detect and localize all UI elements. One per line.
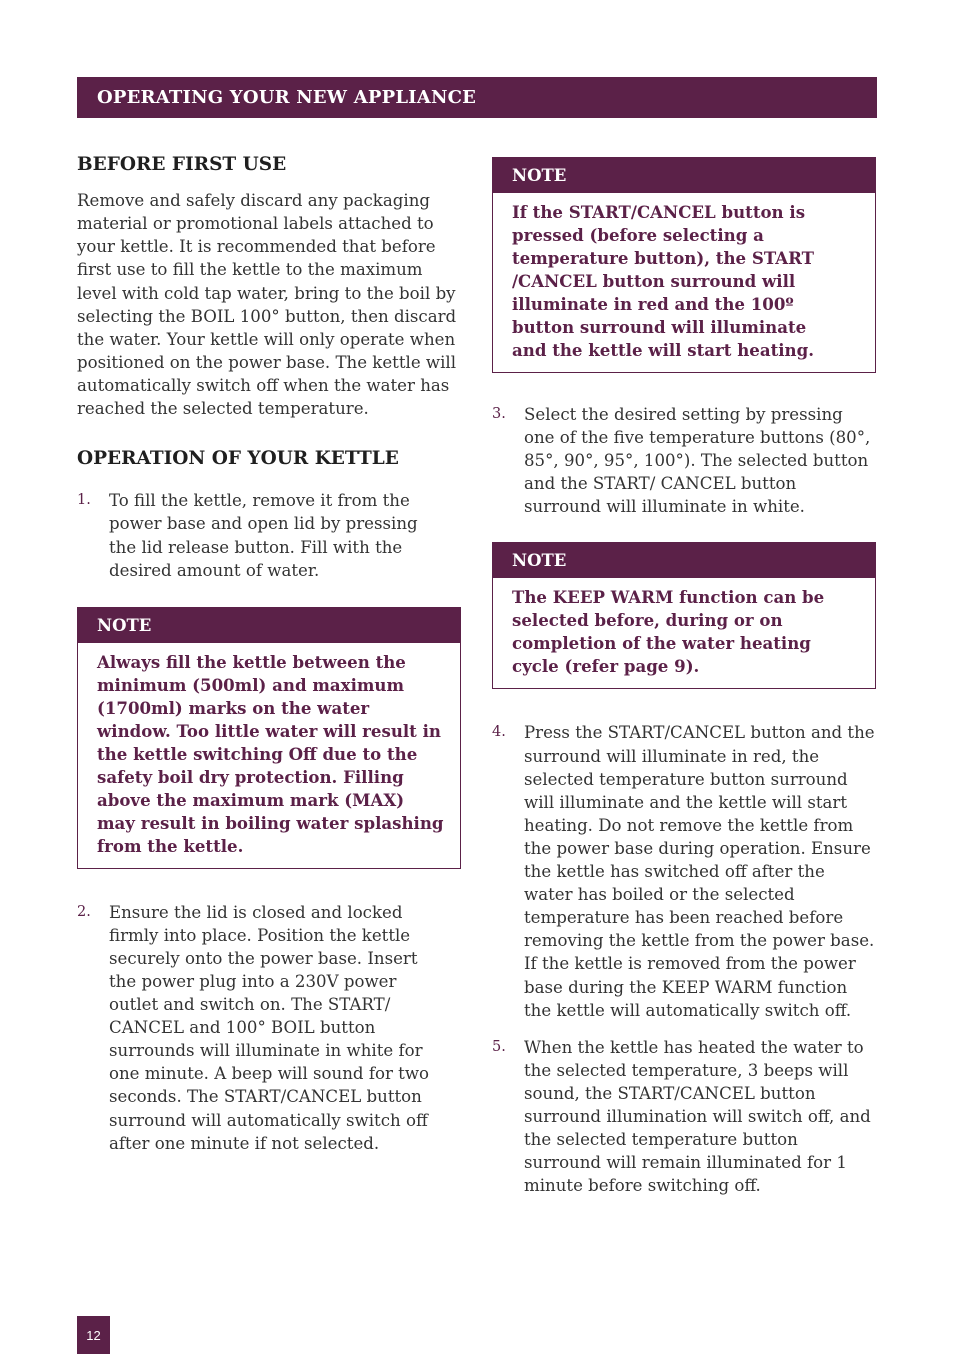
page-number: 12: [86, 1327, 101, 1343]
steps-list-left-b: [77, 901, 461, 1155]
note-box-keep-warm: [492, 542, 876, 689]
note-text: Always fill the kettle between the minimum (500ml) and maximum (1700ml) marks on the water window. Too little water will result in the kettle switching Off due to the safety boil dry protection. Filling above the maximum mark (MAX) may result in boiling water splashing from the kettle.: [97, 651, 444, 856]
note-box-start-cancel: [492, 157, 876, 373]
step-item: [492, 403, 876, 518]
step-number: 5.: [492, 1038, 506, 1055]
note-heading: NOTE: [493, 543, 875, 578]
page-number-badge: [77, 1316, 110, 1354]
right-column: [492, 157, 876, 1197]
step-text: To fill the kettle, remove it from the power base and open lid by pressing the lid release button. Fill with the desired amount of water.: [109, 491, 418, 580]
left-column: [77, 150, 461, 1155]
note-box-fill-level: [77, 607, 461, 869]
step-text: When the kettle has heated the water to the selected temperature, 3 beeps will sound, the START/CANCEL button surround illumination will switch off, and the selected temperature button surround will remain illuminated for 1 minute before switching off.: [524, 1037, 871, 1196]
step-text: Press the START/CANCEL button and the surround will illuminate in red, the selected temperature button surround will illuminate and the kettle will start heating. Do not remove the kettle from the power base during operation. Ensure the kettle has switched off after the water has boiled or the selected temperature has been reached before removing the kettle from the power base. If the kettle is removed from the power base during the KEEP WARM function the kettle will automatically switch off.: [524, 723, 875, 1020]
note-text: If the START/CANCEL button is pressed (before selecting a temperature button), the START /CANCEL button surround will illuminate in red and the 100º button surround will illuminate and the kettle will start heating.: [512, 202, 814, 360]
note-text: The KEEP WARM function can be selected before, during or on completion of the water heating cycle (refer page 9).: [512, 587, 825, 677]
step-item: [77, 489, 461, 581]
note-heading: NOTE: [78, 608, 460, 643]
step-number: 3.: [492, 406, 506, 422]
step-text: Ensure the lid is closed and locked firmly into place. Position the kettle securely onto the power base. Insert the power plug into a 230V power outlet and switch on. The START/ CANCEL and 100° BOIL button surrounds will illuminate in white for one minute. A beep will sound for two seconds. The START/CANCEL button surround will automatically switch off after one minute if not selected.: [109, 902, 430, 1153]
before-first-use-text: Remove and safely discard any packaging material or promotional labels attached to your kettle. It is recommended that before first use to fill the kettle to the maximum level with cold tap water, bring to the boil by selecting the BOIL 100° button, then discard the water. Your kettle will only operate when positioned on the power base. The kettle will automatically switch off when the water has reached the selected temperature.: [77, 191, 457, 419]
step-number: 1.: [77, 492, 91, 509]
before-first-use-heading: BEFORE FIRST USE: [77, 154, 287, 175]
operation-heading: OPERATION OF YOUR KETTLE: [77, 448, 399, 470]
steps-list-right-b: [492, 721, 876, 1197]
step-item: [77, 901, 461, 1155]
step-number: 2.: [77, 903, 91, 920]
steps-list-right-a: [492, 403, 876, 518]
note-heading: NOTE: [493, 158, 875, 193]
step-number: 4.: [492, 724, 506, 741]
page-title: OPERATING YOUR NEW APPLIANCE: [97, 87, 477, 108]
step-item: [492, 721, 876, 1021]
steps-list-left-a: [77, 489, 461, 581]
step-text: Select the desired setting by pressing one of the five temperature buttons (80°, 85°, 90°, 95°, 100°). The selected button and the START/ CANCEL button surround will illuminate in white.: [524, 405, 871, 517]
step-item: [492, 1036, 876, 1198]
section-banner: [77, 77, 877, 118]
